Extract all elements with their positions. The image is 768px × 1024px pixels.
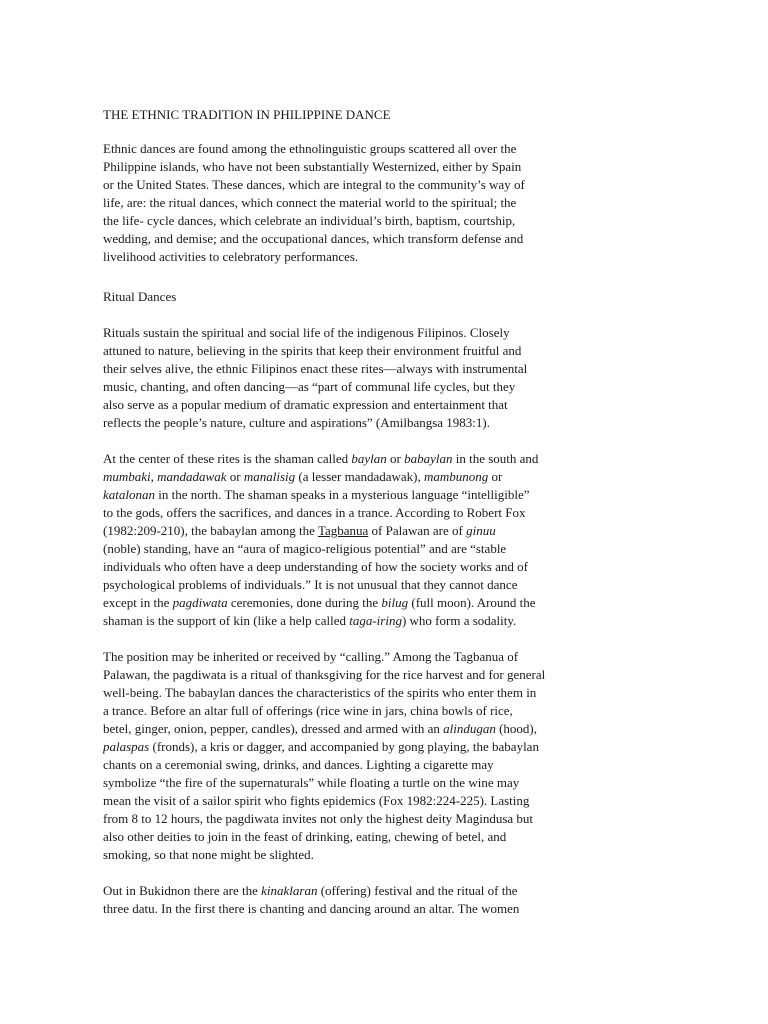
text-line: (1982:209-210), the babaylan among the Tagbanua of Palawan are of ginuu: [103, 523, 496, 538]
italic-term: mumbaki: [103, 469, 151, 484]
text-line: their selves alive, the ethnic Filipinos enact these rites—always with instrumental: [103, 361, 528, 376]
text-line: the life- cycle dances, which celebrate an individual’s birth, baptism, courtship,: [103, 213, 516, 228]
text-line: also serve as a popular medium of dramatic expression and entertainment that: [103, 397, 508, 412]
ritual-paragraph-3: [103, 648, 623, 864]
text-line: well-being. The babaylan dances the characteristics of the spirits who enter them in: [103, 685, 537, 700]
text-line: or the United States. These dances, which are integral to the community’s way of: [103, 177, 525, 192]
italic-term: mandadawak: [157, 469, 227, 484]
text-line: except in the pagdiwata ceremonies, done during the bilug (full moon). Around the: [103, 595, 536, 610]
italic-term: baylan: [351, 451, 387, 466]
ritual-paragraph-1: [103, 324, 623, 432]
ritual-paragraph-2: [103, 450, 623, 630]
text-line: palaspas (fronds), a kris or dagger, and accompanied by gong playing, the babaylan: [103, 739, 539, 754]
text-line: individuals who often have a deep understanding of how the society works and of: [103, 559, 528, 574]
text-line: The position may be inherited or received by “calling.” Among the Tagbanua of: [103, 649, 519, 664]
text-line: katalonan in the north. The shaman speaks in a mysterious language “intelligible”: [103, 487, 530, 502]
document-body: [103, 106, 623, 936]
text-line: psychological problems of individuals.” It is not unusual that they cannot dance: [103, 577, 518, 592]
italic-term: manalisig: [243, 469, 296, 484]
italic-term: kinaklaran: [261, 883, 318, 898]
italic-term: pagdiwata: [172, 595, 228, 610]
text-line: smoking, so that none might be slighted.: [103, 847, 314, 862]
italic-term: ginuu: [466, 523, 496, 538]
text-line: shaman is the support of kin (like a help called taga-iring) who form a sodality.: [103, 613, 517, 628]
text-line: wedding, and demise; and the occupational dances, which transform defense and: [103, 231, 524, 246]
text-line: reflects the people’s nature, culture and aspirations” (Amilbangsa 1983:1).: [103, 415, 490, 430]
underlined-term: Tagbanua: [317, 523, 369, 538]
section-heading: Ritual Dances: [103, 289, 177, 304]
text-line: Out in Bukidnon there are the kinaklaran (offering) festival and the ritual of the: [103, 883, 518, 898]
document-title: THE ETHNIC TRADITION IN PHILIPPINE DANCE: [103, 107, 391, 122]
text-line: symbolize “the fire of the supernaturals” while floating a turtle on the wine may: [103, 775, 520, 790]
text-line: from 8 to 12 hours, the pagdiwata invites not only the highest deity Magindusa but: [103, 811, 534, 826]
intro-paragraph: [103, 140, 623, 266]
text-line: Rituals sustain the spiritual and social life of the indigenous Filipinos. Closely: [103, 325, 510, 340]
text-line: Ethnic dances are found among the ethnolinguistic groups scattered all over the: [103, 141, 517, 156]
text-line: Philippine islands, who have not been substantially Westernized, either by Spain: [103, 159, 522, 174]
text-line: mean the visit of a sailor spirit who fights epidemics (Fox 1982:224-225). Lasting: [103, 793, 530, 808]
text-line: to the gods, offers the sacrifices, and dances in a trance. According to Robert Fox: [103, 505, 526, 520]
text-line: a trance. Before an altar full of offerings (rice wine in jars, china bowls of rice,: [103, 703, 513, 718]
italic-term: katalonan: [103, 487, 155, 502]
italic-term: palaspas: [103, 739, 150, 754]
text-line: mumbaki, mandadawak or manalisig (a lesser mandadawak), mambunong or: [103, 469, 503, 484]
text-line: three datu. In the first there is chanting and dancing around an altar. The women: [103, 901, 520, 916]
text-line: attuned to nature, believing in the spirits that keep their environment fruitful and: [103, 343, 522, 358]
text-line: At the center of these rites is the shaman called baylan or babaylan in the south and: [103, 451, 539, 466]
italic-term: bilug: [381, 595, 409, 610]
italic-term: babaylan: [404, 451, 453, 466]
text-line: chants on a ceremonial swing, drinks, and dances. Lighting a cigarette may: [103, 757, 494, 772]
text-line: (noble) standing, have an “aura of magico-religious potential” and are “stable: [103, 541, 507, 556]
text-line: life, are: the ritual dances, which connect the material world to the spiritual; the: [103, 195, 517, 210]
italic-term: alindugan: [443, 721, 496, 736]
text-line: also other deities to join in the feast of drinking, eating, chewing of betel, and: [103, 829, 507, 844]
text-line: betel, ginger, onion, pepper, candles), dressed and armed with an alindugan (hood),: [103, 721, 538, 736]
italic-term: mambunong: [424, 469, 489, 484]
text-line: Palawan, the pagdiwata is a ritual of thanksgiving for the rice harvest and for general: [103, 667, 546, 682]
text-line: livelihood activities to celebratory performances.: [103, 249, 359, 264]
ritual-paragraph-4: [103, 882, 623, 918]
italic-term: taga-iring: [349, 613, 402, 628]
text-line: music, chanting, and often dancing—as “part of communal life cycles, but they: [103, 379, 516, 394]
